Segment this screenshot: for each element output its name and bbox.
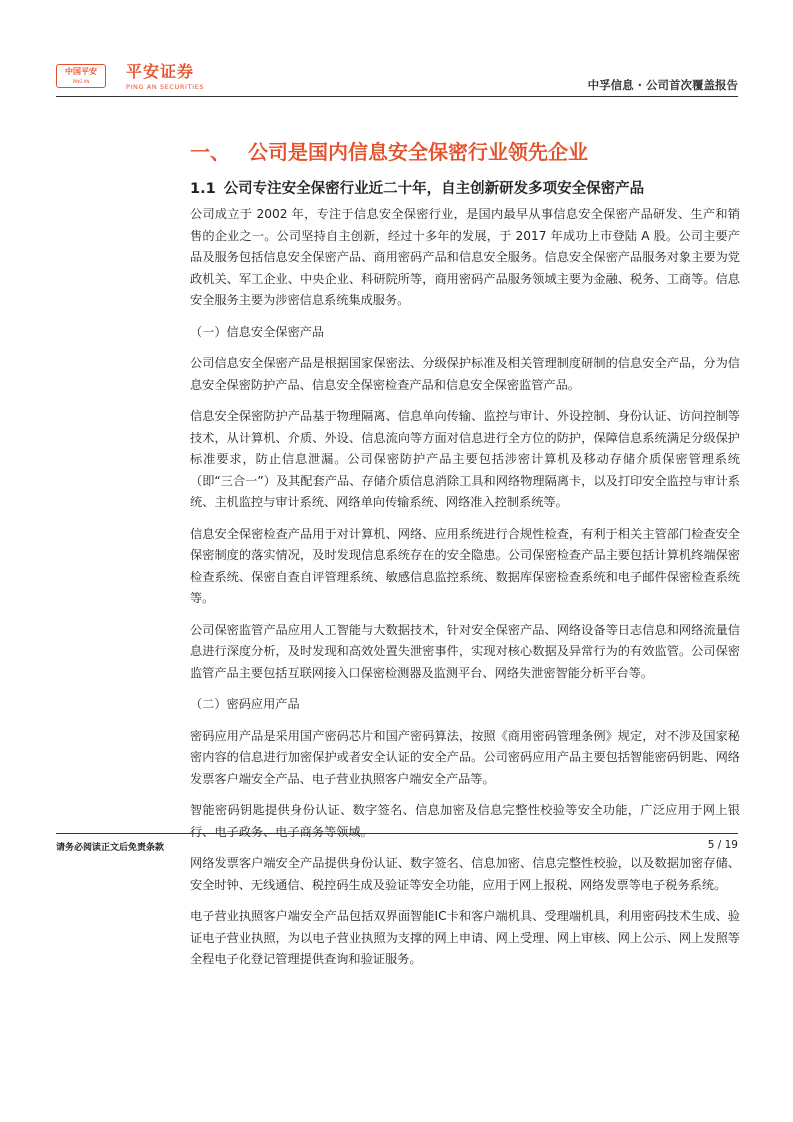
brand-name-en: PING AN SECURITIES bbox=[126, 83, 205, 91]
logo-box-sub: PING AN bbox=[72, 79, 90, 84]
paragraph: 信息安全保密防护产品基于物理隔离、信息单向传输、监控与审计、外设控制、身份认证、访问控制等技术，从计算机、介质、外设、信息流向等方面对信息进行全方位的防护，保障信息系统满足分级保护标准要求，防止信息泄漏。公司保密防护产品主要包括涉密计算机及移动存储介质保密管理系统（即“三合一”）及其配套产品、存储介质信息消除工具和网络物理隔离卡，以及打印安全监控与审计系统、主机监控与审计系统、网络单向传输系统、网络准入控制系统等。 bbox=[190, 409, 740, 509]
section-number: 一、 bbox=[190, 140, 230, 164]
footer-divider bbox=[56, 833, 738, 834]
subsection-number: 1.1 bbox=[190, 181, 216, 197]
subheading-security-products: （一）信息安全保密产品 bbox=[190, 324, 325, 339]
subheading-crypto-products: （二）密码应用产品 bbox=[190, 697, 300, 711]
subsection-heading bbox=[190, 177, 644, 198]
paragraph: 网络发票客户端安全产品提供身份认证、数字签名、信息加密、信息完整性校验，以及数据加密存储、安全时钟、无线通信、税控码生成及验证等安全功能，应用于网上报税、网络发票等电子税务系统。 bbox=[190, 856, 740, 892]
footer-disclaimer: 请务必阅读正文后免责条款 bbox=[56, 843, 165, 853]
paragraph: 公司信息安全保密产品是根据国家保密法、分级保护标准及相关管理制度研制的信息安全产品，分为信息安全保密防护产品、信息安全保密检查产品和信息安全保密监管产品。 bbox=[190, 356, 740, 392]
body-text bbox=[190, 204, 740, 981]
section-heading bbox=[190, 136, 588, 165]
brand bbox=[126, 62, 204, 92]
page-header bbox=[56, 62, 738, 94]
brand-name-cn: 平安证券 bbox=[126, 62, 195, 81]
page-number: 5 / 19 bbox=[707, 839, 738, 851]
paragraph: 电子营业执照客户端安全产品包括双界面智能IC卡和客户端机具、受理端机具，利用密码技术生成、验证电子营业执照，为以电子营业执照为支撑的网上申请、网上受理、网上审核、网上公示、网上发照等全程电子化登记管理提供查询和验证服务。 bbox=[190, 909, 740, 966]
section-title: 公司是国内信息安全保密行业领先企业 bbox=[248, 140, 588, 164]
paragraph: 密码应用产品是采用国产密码芯片和国产密码算法，按照《商用密码管理条例》规定，对不涉及国家秘密内容的信息进行加密保护或者安全认证的安全产品。公司密码应用产品主要包括智能密码钥匙、网络发票客户端安全产品、电子营业执照客户端安全产品等。 bbox=[190, 728, 740, 786]
logo-box-text: 中国平安 bbox=[65, 67, 97, 76]
paragraph: 公司保密监管产品应用人工智能与大数据技术，针对安全保密产品、网络设备等日志信息和网络流量信息进行深度分析，及时发现和高效处置失泄密事件，实现对核心数据及异常行为的有效监管。公司保密监管产品主要包括互联网接入口保密检测器及监测平台、网络失泄密智能分析平台等。 bbox=[190, 622, 740, 680]
paragraph: 智能密码钥匙提供身份认证、数字签名、信息加密及信息完整性校验等安全功能，广泛应用于网上银行、电子政务、电子商务等领域。 bbox=[190, 803, 740, 839]
paragraph: 信息安全保密检查产品用于对计算机、网络、应用系统进行合规性检查，有利于相关主管部门检查安全保密制度的落实情况，及时发现信息系统存在的安全隐患。公司保密检查产品主要包括计算机终端保密检查系统、保密自查自评管理系统、敏感信息监控系统、数据库保密检查系统和电子邮件保密检查系统等。 bbox=[190, 526, 740, 605]
subsection-title: 公司专注安全保密行业近二十年，自主创新研发多项安全保密产品 bbox=[223, 181, 645, 197]
paragraph: 公司成立于 2002 年，专注于信息安全保密行业，是国内最早从事信息安全保密产品研发、生产和销售的企业之一。公司坚持自主创新，经过十多年的发展，于 2017 年成功上市登陆 A 股。公司主要产品及服务包括信息安全保密产品、商用密码产品和信息安全服务。信息安全保密产品服务对象主要为党政机关、军工企业、中央企业、科研院所等，商用密码产品服务领域主要为金融、税务、工商等。信息安全服务主要为涉密信息系统集成服务。 bbox=[190, 207, 740, 307]
ping-an-logo bbox=[56, 64, 106, 88]
header-divider bbox=[56, 96, 738, 97]
report-title: 中孚信息 · 公司首次覆盖报告 bbox=[587, 78, 738, 92]
